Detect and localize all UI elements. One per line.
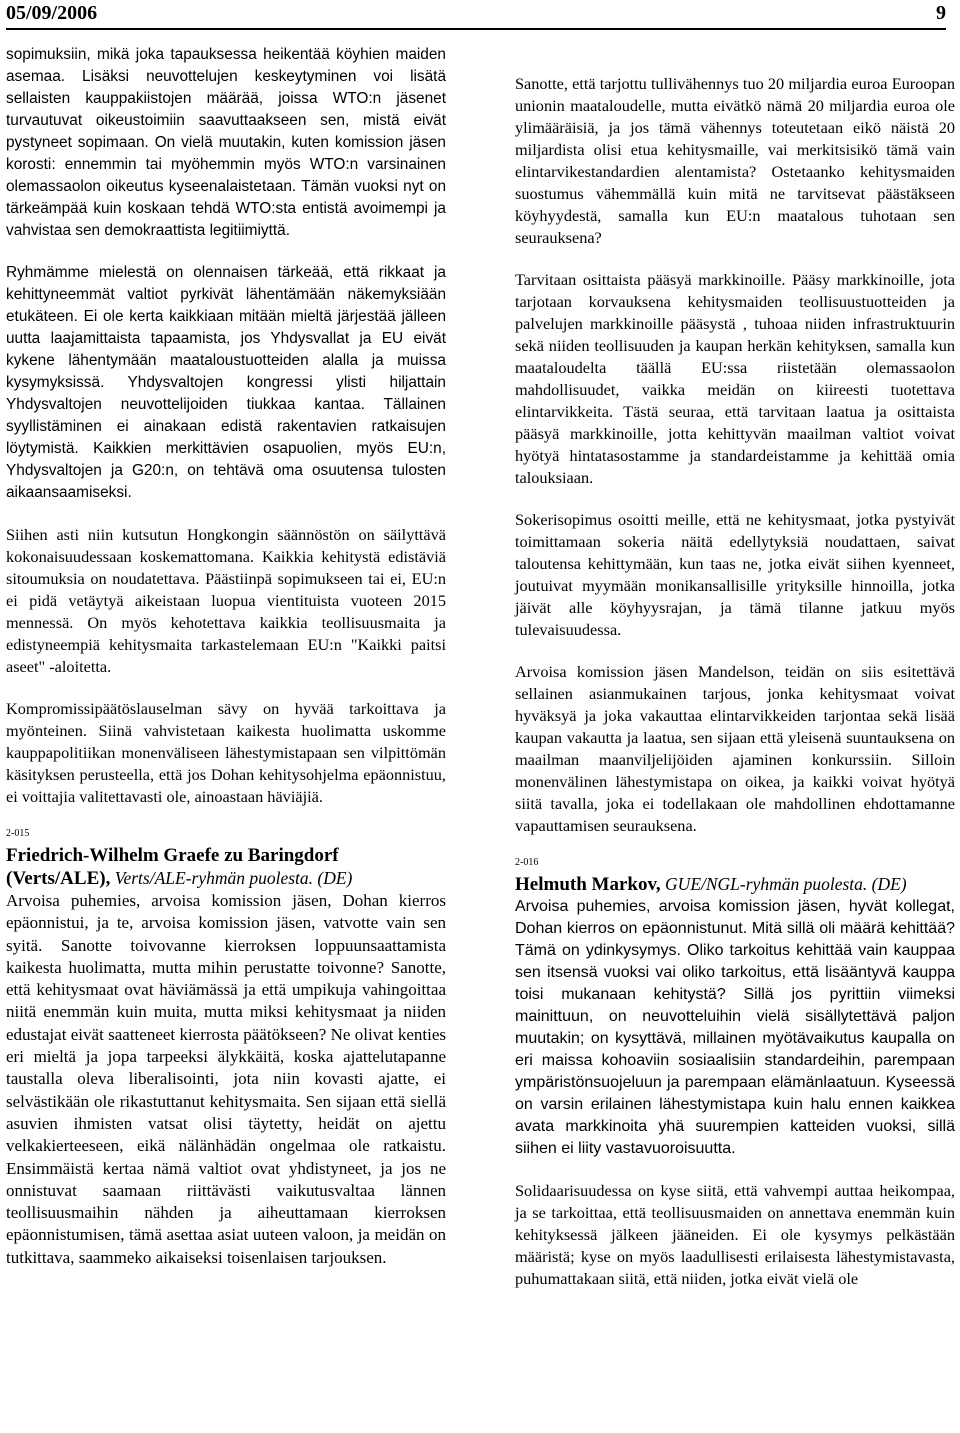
speaker-language: (DE): [871, 874, 907, 894]
item-number: 2-016: [515, 857, 539, 868]
sentence: Lisäksi neuvottelujen keskeytyminen voi lisätä sellaisten kauppakiistojen määrää, joissa WTO:n jäsenet turvautuvat oikeustoimiin saavuttaakseen sen, mistä eivät pystyneet sopimaan.: [6, 68, 446, 151]
speaker-name: Friedrich-Wilhelm Graefe zu Baringdorf (Verts/ALE),: [6, 845, 339, 889]
paragraph: [6, 44, 446, 242]
paragraph: Siihen asti niin kutsutun Hongkongin säännöstön on säilyttävä kokonaisuudessaan koskemattomana. Kaikkia kehitystä edistäviä sitoumuksia on noudatettava. Päästiinpä sopimukseen tai ei, EU:n ei pidä vetäytyä aikeistaan luopua vientituista vuoteen 2015 mennessä. On myös kehotettava kaikkia teollisuusmaita ja edistyneempiä kehitysmaita tarkastelemaan EU:n "Kaikki paitsi aseet" -aloitetta.: [6, 525, 446, 676]
paragraph: Tarvitaan osittaista pääsyä markkinoille. Pääsy markkinoille, jota tarjotaan korvauksena kehitysmaiden teollisuustuotteiden ja palvelujen markkinoille pääsystä , tuhoaa niiden infrastruktuurin sekä niiden teollisuuden ja kaupan herkän kehityksen, samalla kun maataloudelta täällä EU:ssa riistetään olemassaolon mahdollisuudet, vaikka meidän on kiireesti tuotettava elintarvikkeita. Tästä seuraa, että tarvitaan laatua ja osittaista pääsyä markkinoille, jotta kehittyvän maailman valtiot voivat hyötyä hintatasostamme ja standardeistamme ja kehittää omia talouksiaan.: [515, 270, 955, 487]
sentence: On vielä muutakin, kuten komission jäsen korosti: ennemmin tai myöhemmin myös WTO:n varsinainen olemassaolon oikeutus kyseenalaistetaan.: [6, 134, 446, 195]
sentence: Tämän vuoksi nyt on tärkeämpää kuin koskaan tehdä WTO:sta entistä avoimempi ja vahvistaa sen demokraattista legitiimiyttä.: [6, 178, 447, 239]
paragraph: Arvoisa puhemies, arvoisa komission jäsen, hyvät kollegat, Dohan kierros on epäonnistunut. Mitä sillä oli määrä kehittää? Tämä on ydinkysymys. Oliko tarkoitus kehittää vain kauppaa sen itsensä vuoksi vai oliko tarkoitus, että lisääntyvä kauppa toisi mukanaan kehitystä? Sillä jos pyrittiin viimeksi mainittuun, on neuvotteluihin vielä sisällytettävä paljon muutakin; on kysyttävä, millainen myötävaikutus kaupalla on eri maissa kohoaviin sosiaalisiin standardeihin, parempaan ympäristönsuojeluun ja parempaan elämänlaatuun. Kyseessä on varsin erilainen lähestymistapa kuin halu ennen kaikkea avata markkinoita yhä suurempien katteiden vuoksi, sillä siihen ei liity vastavuoroisuutta.: [515, 898, 955, 1157]
speaker-line: [515, 873, 955, 896]
page-header: [6, 0, 946, 30]
sentence: sopimuksiin, mikä joka tapauksessa heikentää köyhien maiden asemaa.: [6, 46, 446, 85]
left-column: [6, 44, 446, 1289]
sentence: Ei ole kerta kaikkiaan mitään mieltä järjestää jälleen uutta laajamittaista tapaamista, jos Yhdysvallat ja EU eivät kykene lähentymään maataloustuotteiden alalla ja muissa kysymyksissä. Yhdysvaltojen kongressi ylisti hiljattain Yhdysvaltojen neuvottelijoiden tiukkaa kantaa. Tällainen syyllistäminen ei ainakaan edistä rakentavien ratkaisujen löytymistä. Kaikkien merkittävien osapuolien, myös EU:n, Yhdysvaltojen ja G20:n, on tehtävä oma osuutensa tulosten aikaansaamiseksi.: [6, 308, 446, 501]
paragraph: Solidaarisuudessa on kyse siitä, että vahvempi auttaa heikompaa, ja se tarkoittaa, että teollisuusmaiden on annettava enemmän kuin kehityksessä jälkeen jääneiden. Ei ole kysymys pelkästään määristä; kyse on myös laadullisesti erilaisesta lähestymistavasta, puhumattakaan siitä, että niiden, jotka eivät vielä ole: [515, 1181, 955, 1288]
page-number: 9: [936, 2, 946, 24]
paragraph: Arvoisa komission jäsen Mandelson, teidän on siis esitettävä sellainen asianmukainen tarjous, jonka kehitysmaat voivat hyväksyä ja joka vakauttaa elintarvikkeiden tarjontaa sekä lisää kaupan vakautta ja laatua, sen sijaan että yleisenä suuntauksena on maailman maanviljelijöiden ajaminen konkurssiin. Silloin monenvälinen lähestymistapa on oikea, ja kaikki voivat hyötyä siitä tavalla, joka ei todellakaan ole mahdollinen ehdottamanne vapauttamisen seurauksena.: [515, 662, 955, 835]
paragraph: Kompromissipäätöslauselman sävy on hyvää tarkoittava ja myönteinen. Siinä vahvistetaan kaikesta huolimatta uskomme kauppapolitiikan monenväliseen lähestymistapaan sen vilpittömän käsityksen perusteella, että jos Dohan kehitysohjelma epäonnistuu, ei voittajia valitettavasti ole, ainoastaan häviäjiä.: [6, 699, 446, 806]
item-number: 2-015: [6, 828, 30, 839]
right-column: [515, 73, 955, 1310]
sentence: Ryhmämme mielestä on olennaisen tärkeää, että rikkaat ja kehittyneemmät valtiot pyrkivät lähentämään näkemyksiään etukäteen.: [6, 264, 446, 325]
speaker-role: GUE/NGL-ryhmän puolesta.: [665, 874, 868, 894]
speaker-role: Verts/ALE-ryhmän puolesta.: [114, 868, 314, 888]
speaker-line: [6, 844, 446, 890]
header-date: 05/09/2006: [6, 2, 98, 24]
paragraph: [6, 262, 446, 504]
paragraph: Arvoisa puhemies, arvoisa komission jäsen, Dohan kierros epäonnistui, ja te, arvoisa komission jäsen, vatvotte vain sen syitä. Sanotte toivovanne kierroksen loppuunsaattamista kaikesta huolimatta, mutta mihin perustatte toivonne? Sanotte, että kehitysmaat ovat häviämässä ja että umpikuja vahingoittaa niitä enemmän kuin muita, mutta miksi kehitysmaat ja niiden edustajat eivät saatteneet kierrosta päätökseen? Ne olivat kenties eri mieltä ja jopa tarpeeksi älykkäitä, koska ajattelutapanne taustalla oleva liberalisointi, jota niin kovasti ajatte, ei selvästikään ole rikastuttanut kehitysmaita. Sen sijaan että siellä asuvien ihmisten vatsat olisi täytetty, heidät on ajettu velkakierteeseen, eikä nälänhädän ongelmaa ole ratkaistu. Ensimmäistä kertaa nämä valtiot ovat yhdistyneet, ja jos ne onnistuvat saamaan riittävästi vaikutusvaltaa lännen teollisuusmaihin nähden ja aiheuttamaan kierroksen epäonnistumisen, tämä asettaa asiat uuteen valoon, ja meidän on tutkittava, saammeko aikaiseksi toisenlaisen tarjouksen.: [6, 891, 446, 1267]
paragraph: Sokerisopimus osoitti meille, että ne kehitysmaat, jotka pystyivät toimittamaan sokeria näitä edellytyksiä noudattaen, saivat taloutensa kehittymään, kun taas ne, jotka eivät siihen kyenneet, joutuivat myymään monikansallisille yrityksille hinnoilla, jotka jäivät alle köyhyysrajan, ja tämä tilanne jatkuu myös tulevaisuudessa.: [515, 510, 955, 639]
speaker-language: (DE): [317, 868, 353, 888]
speaker-name: Helmuth Markov,: [515, 874, 661, 895]
paragraph: Sanotte, että tarjottu tullivähennys tuo 20 miljardia euroa Euroopan unionin maataloudelle, mutta eivätkö nämä 20 miljardia euroa ole ylimääräisiä, ja jos tämä vähennys toteutetaan eikö näistä 20 miljardista olisi etua kehitysmaille, vai merkitsisikö tämä vain elintarvikestandardien alentamista? Ostetaanko kehitysmaiden suostumus vähemmällä kuin mitä ne tarvitsevat päästäkseen köyhyydestä, samalla kun EU:n maatalous tuhotaan sen seurauksena?: [515, 74, 955, 247]
